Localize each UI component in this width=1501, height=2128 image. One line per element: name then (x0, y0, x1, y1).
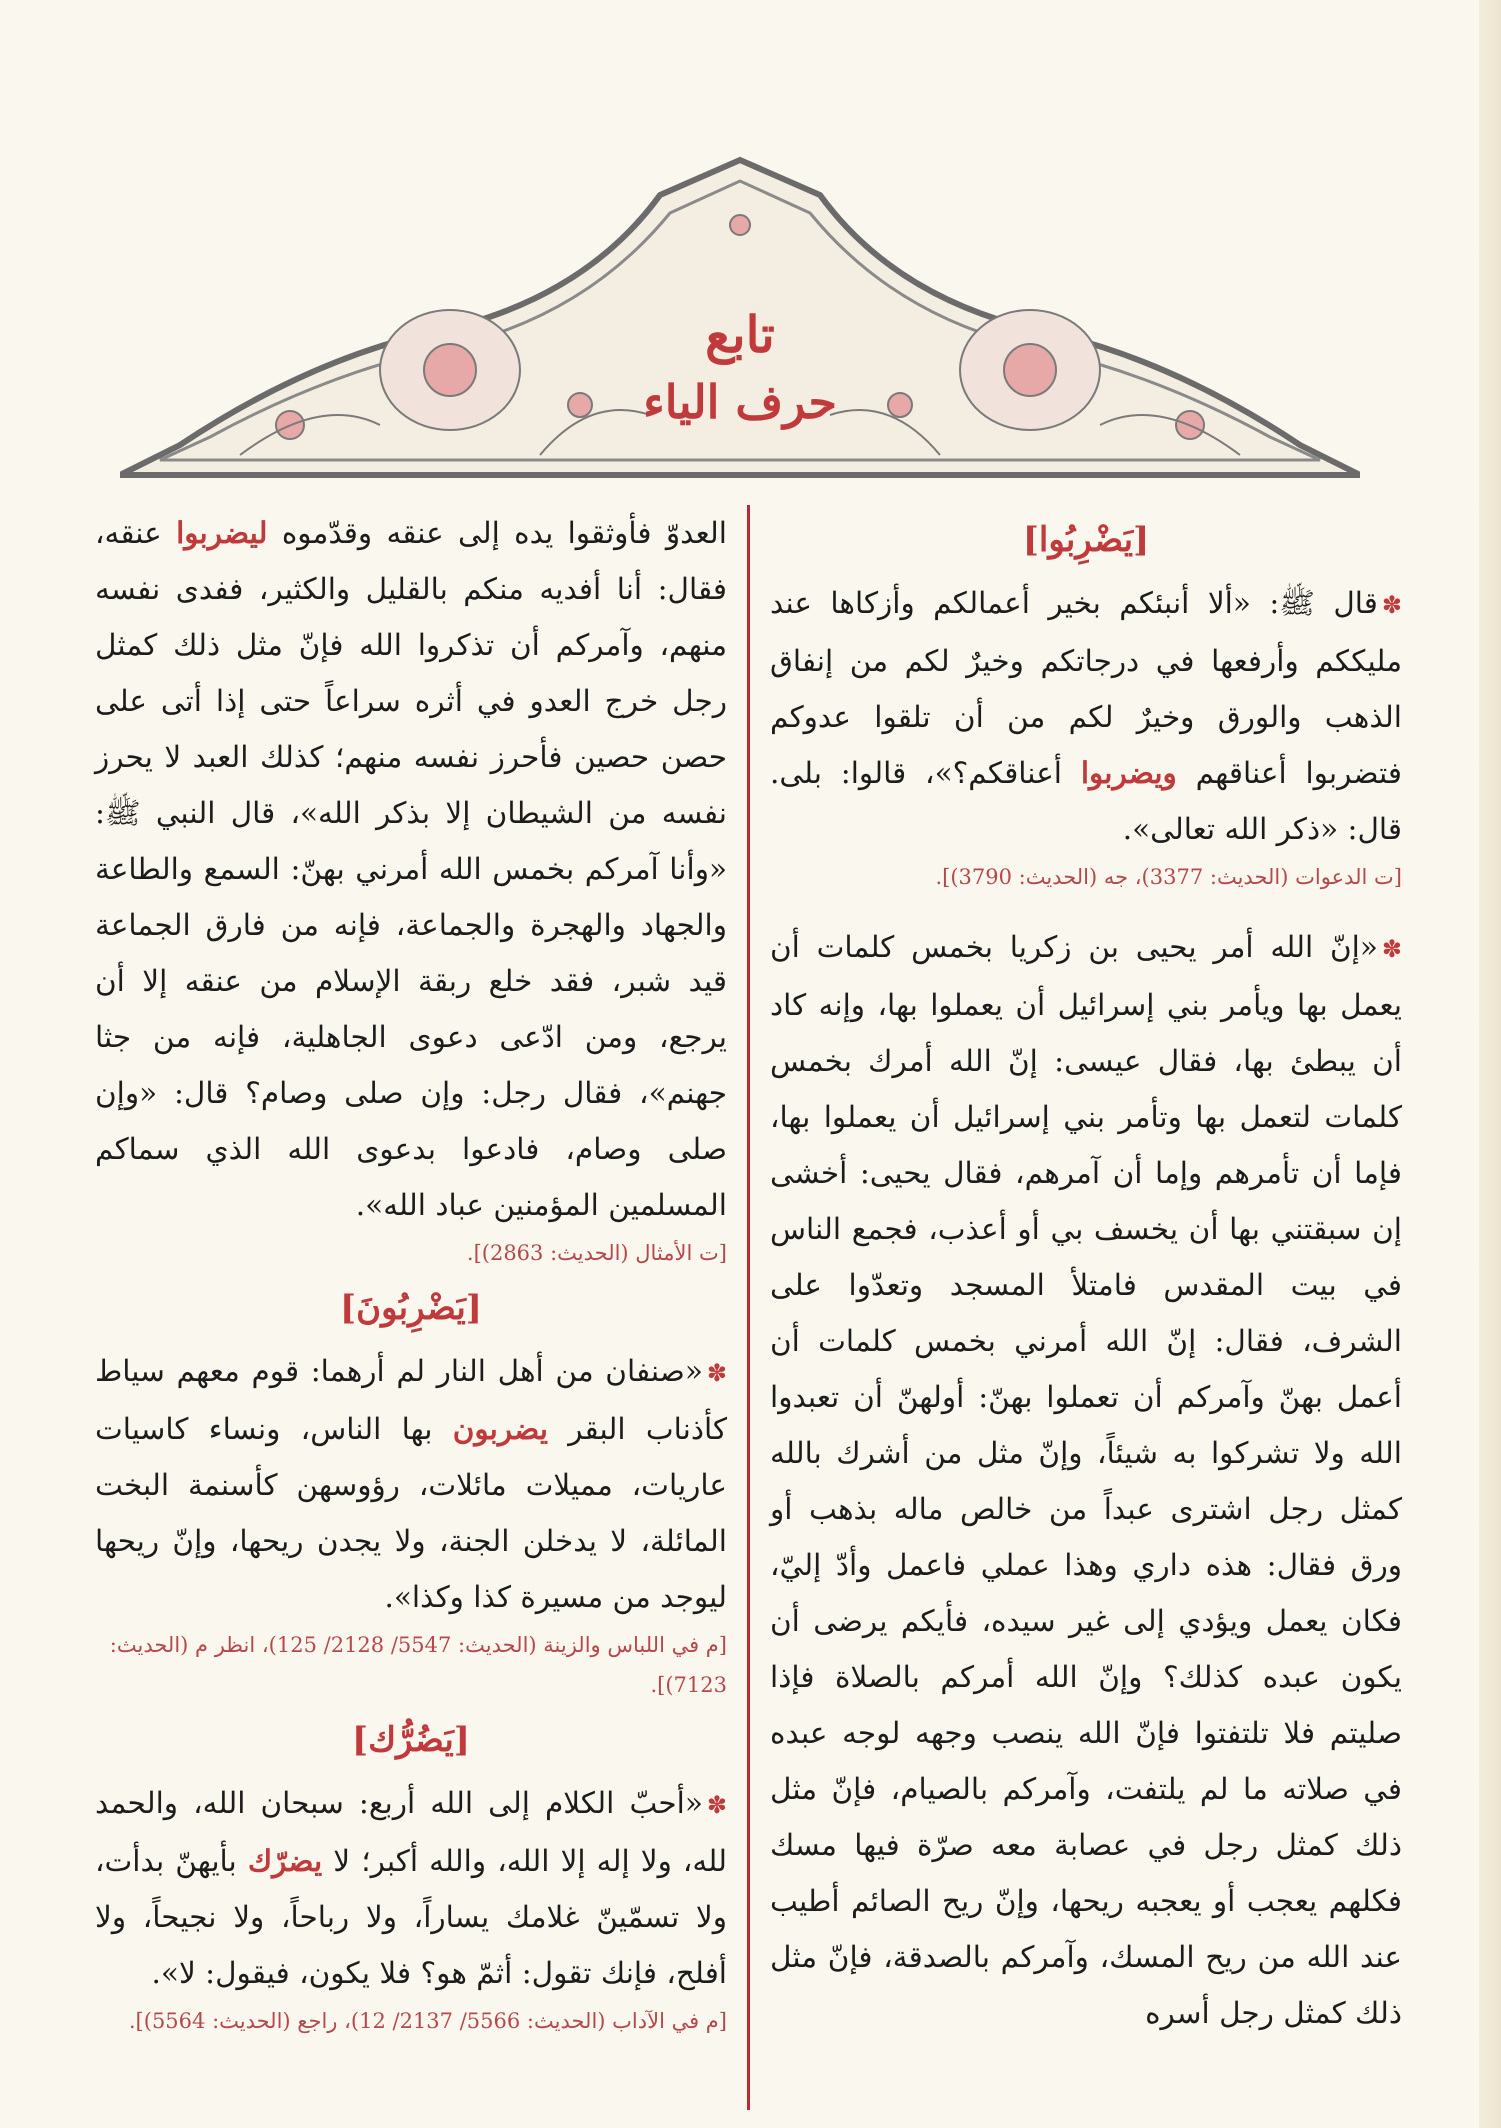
column-divider (747, 505, 750, 2110)
header-title-continuation: تابع (705, 305, 775, 364)
keyword-highlight: ليضربوا (176, 515, 268, 550)
section-heading-yadurruk: [يَضُرُّك] (352, 1720, 470, 1760)
star-icon: ✽ (1381, 591, 1402, 619)
ornamental-header (120, 155, 1360, 485)
hadith-reference: [م في اللباس والزينة (الحديث: 5547/ 2128/ 125)، انظر م (الحديث: 7123)]. (109, 1633, 727, 1697)
star-icon: ✽ (1381, 935, 1402, 963)
section-heading-yadribun: [يَضْرِبُونَ] (340, 1288, 482, 1328)
hadith-entry: ✽«صنفان من أهل النار لم أرهما: قوم معهم سياط كأذناب البقر يضربون بها الناس، ونساء كاسيات عاريات، مميلات مائلات، رؤوسهن كأسنمة البخت المائلة، لا يدخلن الجنة، ولا يجدن ريحها، وإنّ ريحها ليوجد من مسيرة كذا وكذا». [م في اللباس والزينة (الحديث: 5547/ 2128/ 125)، انظر م (الحديث: 7123)]. (95, 1343, 727, 1705)
left-column (95, 505, 727, 2105)
header-title-letter: حرف الياء (643, 375, 837, 429)
keyword-highlight: ويضربوا (1080, 755, 1177, 790)
hadith-reference: [ت الدعوات (الحديث: 3377)، جه (الحديث: 3790)]. (935, 865, 1402, 889)
section-heading-yadribu: [يَضْرِبُوا] (1022, 520, 1150, 560)
keyword-highlight: يضرّك (247, 1843, 323, 1878)
hadith-reference: [م في الآداب (الحديث: 5566/ 2137/ 12)، راجع (الحديث: 5564)]. (128, 2009, 727, 2033)
hadith-continuation: العدوّ فأوثقوا يده إلى عنقه وقدّموه ليضربوا عنقه، فقال: أنا أفديه منكم بالقليل والكثير، ففدى نفسه منهم، وآمركم أن تذكروا الله فإنّ مثل ذلك كمثل رجل خرج العدو في أثره سراعاً حتى إذا أتى على حصن حصين فأحرز نفسه منهم؛ كذلك العبد لا يحرز نفسه من الشيطان إلا بذكر الله»، قال النبي ﷺ: «وأنا آمركم بخمس الله أمرني بهنّ: السمع والطاعة والجهاد والهجرة والجماعة، فإنه من فارق الجماعة قيد شبر، فقد خلع ربقة الإسلام من عنقه إلا أن يرجع، ومن ادّعى دعوى الجاهلية، فإنه من جثا جهنم»، فقال رجل: وإن صلى وصام؟ قال: «وإن صلى وصام، فادعوا بدعوى الله الذي سماكم المسلمين المؤمنين عباد الله». [ت الأمثال (الحديث: 2863)]. (95, 505, 727, 1273)
hadith-reference: [ت الأمثال (الحديث: 2863)]. (466, 1241, 727, 1265)
star-icon: ✽ (706, 1359, 727, 1387)
star-icon: ✽ (706, 1791, 727, 1819)
keyword-highlight: يضربون (452, 1411, 548, 1446)
hadith-entry: ✽«إنّ الله أمر يحيى بن زكريا بخمس كلمات أن يعمل بها ويأمر بني إسرائيل أن يعملوا بها، وإنه كاد أن يبطئ بها، فقال عيسى: إنّ الله أمرك بخمس كلمات لتعمل بها وتأمر بني إسرائيل أن يعملوا بها، فإما أن تأمرهم وإما أن آمرهم، فقال يحيى: أخشى إن سبقتني بها أن يخسف بي أو أعذب، فجمع الناس في بيت المقدس فامتلأ المسجد وتعدّوا على الشرف، فقال: إنّ الله أمرني بخمس كلمات أن أعمل بهنّ وآمركم أن تعملوا بهنّ: أولهنّ أن تعبدوا الله ولا تشركوا به شيئاً، وإنّ مثل من أشرك بالله كمثل رجل اشترى عبداً من خالص ماله بذهب أو ورق فقال: هذه داري وهذا عملي فاعمل وأدّ إليّ، فكان يعمل ويؤدي إلى غير سيده، فأيكم يرضى أن يكون عبده كذلك؟ وإنّ الله أمركم بالصلاة فإذا صليتم فلا تلتفتوا فإنّ الله ينصب وجهه لوجه عبده في صلاته ما لم يلتفت، وآمركم بالصيام، فإنّ مثل ذلك كمثل رجل في عصابة معه صرّة فيها مسك فكلهم يعجب أو يعجبه ريحها، وإنّ ريح الصائم أطيب عند الله من ريح المسك، وآمركم بالصدقة، فإنّ مثل ذلك كمثل رجل أسره (770, 930, 1402, 2030)
page-edge (1479, 0, 1501, 2128)
hadith-entry: ✽«أحبّ الكلام إلى الله أربع: سبحان الله، والحمد لله، ولا إله إلا الله، والله أكبر؛ لا يضرّك بأيهنّ بدأت، ولا تسمّينّ غلامك يساراً، ولا رباحاً، ولا نجيحاً، ولا أفلح، فإنك تقول: أثمّ هو؟ فلا يكون، فيقول: لا». [م في الآداب (الحديث: 5566/ 2137/ 12)، راجع (الحديث: 5564)]. (95, 1775, 727, 2041)
right-column (770, 505, 1402, 2105)
hadith-entry: ✽قال ﷺ: «ألا أنبئكم بخير أعمالكم وأزكاها عند مليككم وأرفعها في درجاتكم وخيرٌ لكم من إنفاق الذهب والورق وخيرٌ لكم من أن تلقوا عدوكم فتضربوا أعناقهم ويضربوا أعناقكم؟»، قالوا: بلى. قال: «ذكر الله تعالى». [ت الدعوات (الحديث: 3377)، جه (الحديث: 3790)]. (770, 575, 1402, 897)
